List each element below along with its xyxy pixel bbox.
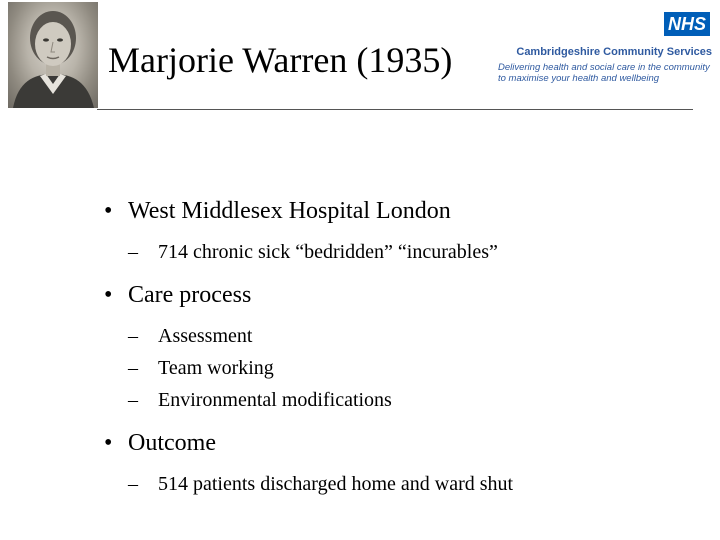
sub-bullet-text: Team working: [158, 357, 274, 379]
bullet-list: [104, 196, 704, 500]
bullet-text: West Middlesex Hospital London: [128, 198, 451, 224]
sub-bullet-text: 714 chronic sick “bedridden” “incurables”: [158, 241, 498, 263]
sub-bullet-item: [104, 236, 704, 268]
sub-bullet-item: [104, 468, 704, 500]
bullet-dot-icon: •: [104, 282, 113, 308]
bullet-item: [104, 428, 704, 458]
sub-bullet-item: [104, 352, 704, 384]
dash-icon: –: [128, 357, 138, 379]
bullet-text: Outcome: [128, 430, 216, 456]
dash-icon: –: [128, 473, 138, 495]
nhs-logo: NHS: [664, 12, 710, 36]
dash-icon: –: [128, 241, 138, 263]
sub-bullet-text: 514 patients discharged home and ward shut: [158, 473, 514, 495]
bullet-dot-icon: •: [104, 430, 113, 456]
sub-bullet-item: [104, 384, 704, 416]
title-divider: [97, 109, 693, 110]
sub-bullet-text: Environmental modifications: [158, 389, 392, 411]
dash-icon: –: [128, 325, 138, 347]
sub-bullet-item: [104, 320, 704, 352]
bullet-item: [104, 280, 704, 310]
bullet-item: [104, 196, 704, 226]
org-name: Cambridgeshire Community Services: [516, 46, 712, 58]
org-tagline: Delivering health and social care in the community to maximise your health and wellbeing: [498, 62, 710, 84]
dash-icon: –: [128, 389, 138, 411]
sub-bullet-text: Assessment: [158, 325, 253, 347]
portrait-photo: [8, 2, 98, 108]
bullet-text: Care process: [128, 282, 252, 308]
portrait-image: [8, 2, 98, 108]
bullet-dot-icon: •: [104, 198, 113, 224]
page-title: Marjorie Warren (1935): [108, 40, 453, 80]
